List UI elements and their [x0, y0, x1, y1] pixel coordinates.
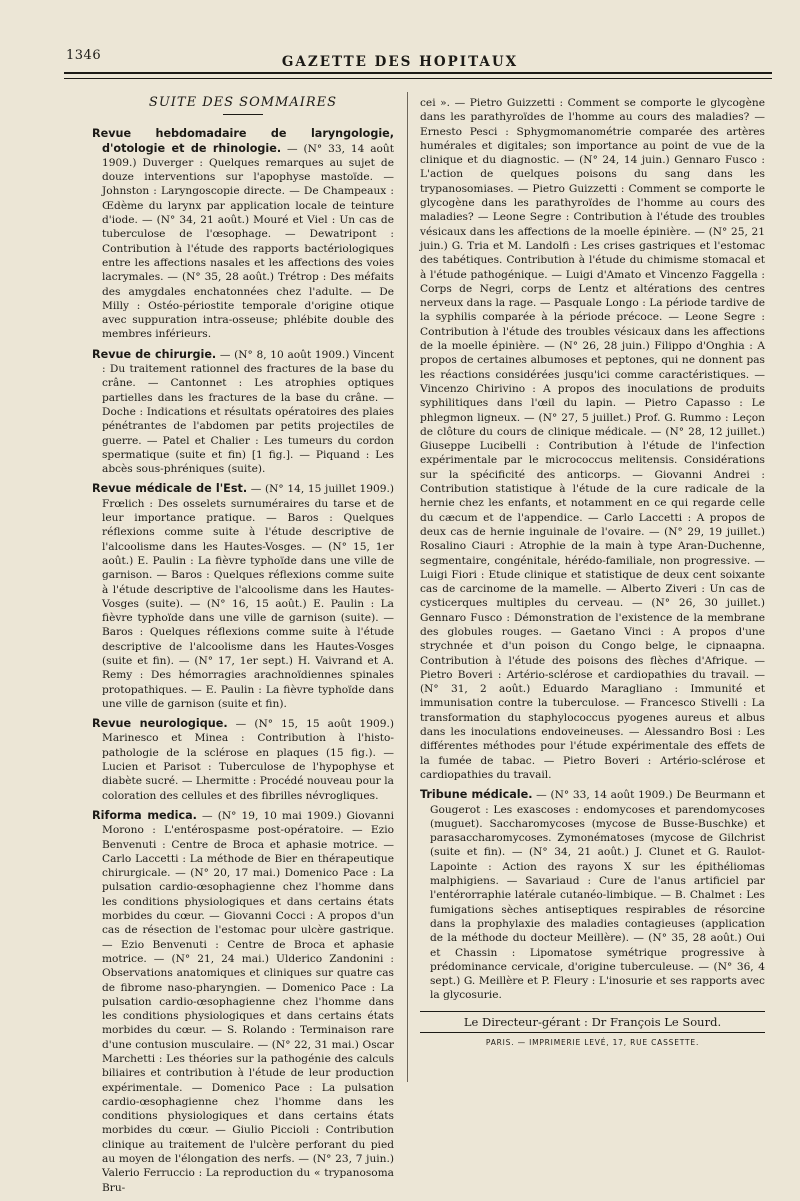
summary-entry — [92, 809, 394, 1195]
summary-entry — [92, 348, 394, 477]
continued-text: cei ». — Pietro Guizzetti : Comment se comporte le glycogène dans les parathyroïdes de l'homme au cours des maladies? — Ernesto Pesci : Sphygmomanométrie comparée des artères humérales et digitales; son importance au point de vue de la clinique et du diagnostic. — (N° 24, 14 juin.) Gennaro Fusco : L'action de quelques poisons du sang dans les trypanosomiases. — Pietro Guizzetti : Comment se comporte le glycogène dans les parathyroïdes de l'homme au cours des maladies? — Leone Segre : Contribution à l'étude des troubles vésicaux dans les affections de la moelle épinière. — (N° 25, 21 juin.) G. Tria et M. Landolfi : Les crises gastriques et l'estomac des tabétiques. Contribution à l'étude du chimisme stomacal et à l'étude pathogénique. — Luigi d'Amato et Vincenzo Faggella : Corps de Negri, corps de Lentz et altérations des centres nerveux dans la rage. — Pasquale Longo : La période tardive de la syphilis comparée à la période précoce. — Leone Segre : Contribution à l'étude des troubles vésicaux dans les affections de la moelle épinière. — (N° 26, 28 juin.) Filippo d'Onghia : A propos de certaines albumoses et peptones, qui ne donnent pas les réactions considérées jusqu'ici comme caractéristiques. — Vincenzo Chirivino : A propos des inoculations de produits syphilitiques dans l'œil du lapin. — Pietro Capasso : Le phlegmon ligneux. — (N° 27, 5 juillet.) Prof. G. Rummo : Leçon de clôture du cours de clinique médicale. — (N° 28, 12 juillet.) Giuseppe Lucibelli : Contribution à l'étude de l'infection expérimentale par le micrococcus melitensis. Considérations sur la spécificité des anticorps. — Giovanni Andrei : Contribution statistique à l'étude de la cure radicale de la hernie chez les enfants, et notamment en ce qui regarde celle du cæcum et de l'appendice. — Carlo Laccetti : A propos de deux cas de hernie inguinale de l'ovaire. — (N° 29, 19 juillet.) Rosalino Ciauri : Atrophie de la main à type Aran-Duchenne, segmentaire, congénitale, hérédo-familiale, non progressive. — Luigi Fiori : Etude clinique et statistique de deux cent soixante cas de carcinome de la mamelle. — Alberto Ziveri : Un cas de cysticerques multiples du cerveau. — (N° 26, 30 juillet.) Gennaro Fusco : Démonstration de l'existence de la membrane des globules rouges. — Gaetano Vinci : A propos d'une strychnée et d'un poison du Congo belge, le cipnaapna. Contribution à l'étude des poisons des flèches d'Afrique. — Pietro Boveri : Artério-sclérose et cardiopathies du travail. — (N° 31, 2 août.) Eduardo Maragliano : Immunité et immunisation contre la tuberculose. — Francesco Stivelli : La transformation du staphylococcus pyogenes aureus et albus dans les inoculations endoveineuses. — Alessandro Bosi : Les différentes méthodes pour l'étude expérimentale des effets de la fumée de tabac. — Pietro Boveri : Artério-sclérose et cardiopathies du travail. — [420, 97, 765, 781]
signature-rule-top — [420, 1011, 765, 1012]
right-column — [420, 96, 765, 1050]
section-title: SUITE DES SOMMAIRES — [148, 95, 338, 110]
header-rule-thick — [64, 72, 772, 74]
printer-imprint: PARIS. — IMPRIMERIE LEVÉ, 17, RUE CASSETTE. — [485, 1038, 700, 1047]
signature-rule-bottom — [420, 1032, 765, 1033]
entry-heading: Revue hebdomadaire de laryngologie, d'otologie et de rhinologie. — [92, 127, 394, 155]
entry-text: — (N° 19, 10 mai 1909.) Giovanni Morono : L'entérospasme post-opératoire. — Ezio Benvenuti : Centre de Broca et aphasie motrice. — Carlo Laccetti : La méthode de Bier en thérapeutique chirurgicale. — (N° 20, 17 mai.) Domenico Pace : La pulsation cardio-œsophagienne chez l'homme dans les conditions physiologiques et dans certains états morbides du cœur. — Giovanni Cocci : A propos d'un cas de résection de l'estomac pour ulcère gastrique. — Ezio Benvenuti : Centre de Broca et aphasie motrice. — (N° 21, 24 mai.) Ulderico Zandonini : Observations anatomiques et cliniques sur quatre cas de fibrome naso-pharyngien. — Domenico Pace : La pulsation cardio-œsophagienne chez l'homme dans les conditions physiologiques et dans certains états morbides du cœur. — S. Rolando : Terminaison rare d'une contusion musculaire. — (N° 22, 31 mai.) Oscar Marchetti : Les théories sur la pathogénie des calculs biliaires et contribution à l'étude de leur production expérimentale. — Domenico Pace : La pulsation cardio-œsophagienne chez l'homme dans les conditions physiologiques et dans certains états morbides du cœur. — Giulio Piccioli : Contribution clinique au traitement de l'ulcère perforant du pied au moyen de l'élongation des nerfs. — (N° 23, 7 juin.) Valerio Ferruccio : La reproduction du « trypanosoma Bru- — [102, 809, 395, 1194]
journal-title: GAZETTE DES HOPITAUX — [281, 54, 519, 70]
summary-entry — [92, 482, 394, 711]
entry-text: — (N° 33, 14 août 1909.) Duverger : Quelques remarques au sujet de douze interventions sur l'apophyse mastoïde. — Johnston : Laryngoscopie directe. — De Champeaux : Œdème du larynx par application locale de teinture d'iode. — (N° 34, 21 août.) Mouré et Viel : Un cas de tuberculose de l'œsophage. — Dewatripont : Contribution à l'étude des rapports bactériologiques entre les affections nasales et les affections des voies lacrymales. — (N° 35, 28 août.) Trétrop : Des méfaits des amygdales enchatonnées chez l'adulte. — De Milly : Ostéo-périostite temporale d'origine otique avec suppuration intra-osseuse; phlébite double des membres inférieurs. — [102, 142, 394, 341]
section-title-rule — [223, 114, 263, 115]
entry-text: — (N° 15, 15 août 1909.) Marinesco et Minea : Contribution à l'histo-pathologie de la sclérose en plaques (15 fig.). — Lucien et Parisot : Tuberculose de l'hypophyse et diabète sucré. — Lhermitte : Procédé nouveau pour la coloration des cellules et des fibrilles névrogliques. — [102, 718, 395, 802]
entry-text: — (N° 14, 15 juillet 1909.) Frœlich : Des osselets surnuméraires du tarse et de leur importance pratique. — Baros : Quelques réflexions comme suite à l'étude descriptive de l'alcoolisme dans les Hautes-Vosges. — (N° 15, 1er août.) E. Paulin : La fièvre typhoïde dans une ville de garnison. — Baros : Quelques réflexions comme suite à l'étude descriptive de l'alcoolisme dans les Hautes-Vosges (suite). — (N° 16, 15 août.) E. Paulin : La fièvre typhoïde dans une ville de garnison (suite). — Baros : Quelques réflexions comme suite à l'étude descriptive de l'alcoolisme dans les Hautes-Vosges (suite et fin). — (N° 17, 1er sept.) H. Vaivrand et A. Remy : Des hémorragies arachnoïdiennes spinales protopathiques. — E. Paulin : La fièvre typhoïde dans une ville de garnison (suite et fin). — [102, 483, 394, 710]
summary-entry — [92, 127, 394, 341]
entry-heading: Tribune médicale. — [420, 788, 533, 802]
column-divider — [407, 92, 408, 1082]
entry-heading: Riforma medica. — [92, 808, 197, 822]
summary-entry — [92, 717, 394, 803]
header-rule-thin — [64, 78, 772, 79]
page-number: 1346 — [66, 48, 102, 63]
left-column — [92, 96, 394, 1201]
summary-entry — [420, 788, 765, 1002]
director-signature: Le Directeur-gérant : Dr François Le Sourd. — [463, 1014, 722, 1029]
entry-heading: Revue de chirurgie. — [92, 347, 217, 361]
entry-heading: Revue médicale de l'Est. — [92, 482, 248, 496]
entry-heading: Revue neurologique. — [92, 717, 228, 731]
entry-text: — (N° 8, 10 août 1909.) Vincent : Du traitement rationnel des fractures de la base du crâne. — Cantonnet : Les atrophies optiques partielles dans les fractures de la base du crâne. — Doche : Indications et résultats opératoires des plaies pénétrantes de l'abdomen par petits projectiles de guerre. — Patel et Chalier : Les tumeurs du cordon spermatique (suite et fin) [1 fig.]. — Piquand : Les abcès sous-phréniques (suite). — [102, 348, 394, 476]
entry-text: — (N° 33, 14 août 1909.) De Beurmann et Gougerot : Les exascoses : endomycoses et parendomycoses (muguet). Saccharomycoses (mycose de Busse-Buschke) et parasaccharomycoses. Zymonématoses (mycose de Gilchrist (suite et fin). — (N° 34, 21 août.) J. Clunet et G. Raulot-Lapointe : Action des rayons X sur les épithéliomas malphigiens. — Savariaud : Cure de l'anus artificiel par l'entérorraphie latérale cutanéo-limbique. — B. Chalmet : Les fumigations sèches antiseptiques respirables de résorcine dans la prophylaxie des maladies contagieuses (application de la méthode du docteur Meillère). — (N° 35, 28 août.) Oui et Chassin : Lipomatose symétrique progressive à prédominance cervicale, d'origine tuberculeuse. — (N° 36, 4 sept.) G. Meillère et P. Fleury : L'inosurie et ses rapports avec la glycosurie. — [430, 789, 765, 1002]
